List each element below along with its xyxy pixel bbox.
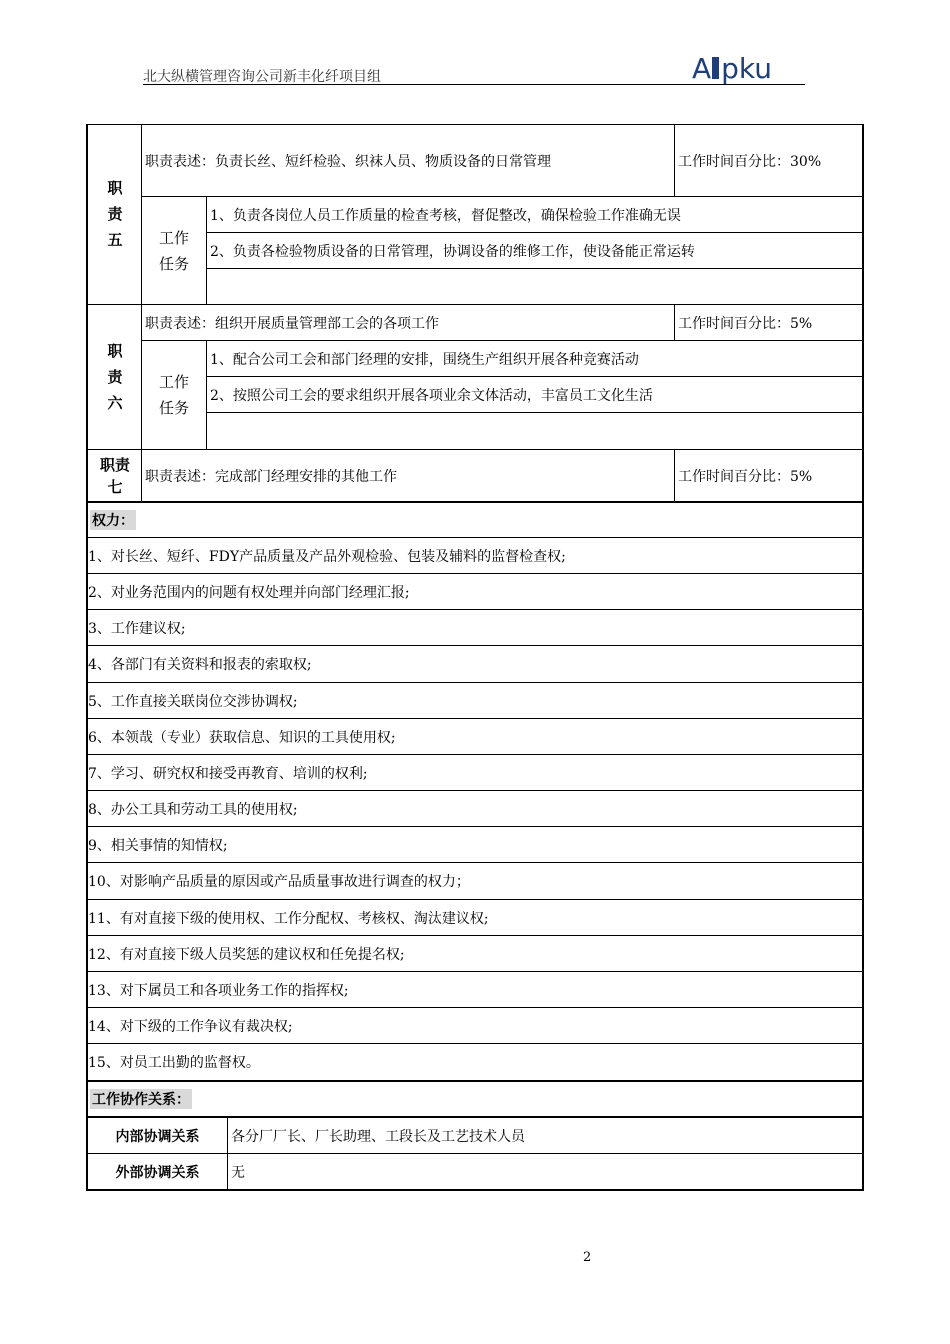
- internal-label: 内部协调关系: [115, 1128, 200, 1145]
- logo-text-left: A: [692, 52, 712, 85]
- rights-item: 12、有对直接下级人员奖惩的建议权和任免提名权;: [88, 946, 405, 963]
- internal-value: 各分厂厂长、厂长助理、工段长及工艺技术人员: [231, 1128, 525, 1145]
- duty5-label: 职责五: [107, 179, 123, 249]
- rights-item: 2、对业务范围内的问题有权处理并向部门经理汇报;: [88, 584, 410, 601]
- rights-item: 1、对长丝、短纤、FDY产品质量及产品外观检验、包装及辅料的监督检查权;: [88, 548, 566, 565]
- logo-text-right: pku: [721, 52, 773, 85]
- cooperation-heading: 工作协作关系：: [88, 1082, 862, 1116]
- duty7-time: 工作时间百分比：5%: [678, 468, 813, 485]
- rights-item: 5、工作直接关联岗位交涉协调权;: [88, 693, 298, 710]
- rights-item: 14、对下级的工作争议有裁决权;: [88, 1018, 293, 1035]
- rights-item: 3、工作建议权;: [88, 620, 186, 637]
- duty5-time: 工作时间百分比：30%: [678, 153, 822, 170]
- duty7-statement: 职责表述：完成部门经理安排的其他工作: [145, 468, 397, 485]
- duty5-task-1: 1、负责各岗位人员工作质量的检查考核，督促整改，确保检验工作准确无误: [210, 207, 681, 224]
- duty5-statement: 职责表述：负责长丝、短纤检验、织袜人员、物质设备的日常管理: [145, 153, 551, 170]
- rights-item: 9、相关事情的知情权;: [88, 837, 228, 854]
- duty6-task-2: 2、按照公司工会的要求组织开展各项业余文体活动，丰富员工文化生活: [210, 387, 653, 404]
- rights-item: 7、学习、研究权和接受再教育、培训的权利;: [88, 765, 368, 782]
- header-title: 北大纵横管理咨询公司新丰化纤项目组: [143, 69, 381, 85]
- duty5-task-2: 2、负责各检验物质设备的日常管理，协调设备的维修工作，使设备能正常运转: [210, 243, 695, 260]
- external-value: 无: [231, 1164, 245, 1181]
- rights-item: 4、各部门有关资料和报表的索取权;: [88, 657, 312, 673]
- logo-bar-icon: [712, 57, 719, 79]
- duty6-task-label: 工作任务: [158, 373, 189, 417]
- duty6-statement: 职责表述：组织开展质量管理部工会的各项工作: [145, 315, 439, 332]
- rights-item: 6、本领哉（专业）获取信息、知识的工具使用权;: [88, 729, 396, 746]
- header-rule: [143, 84, 805, 85]
- duty6-task-1: 1、配合公司工会和部门经理的安排，围绕生产组织开展各种竞赛活动: [210, 351, 639, 368]
- external-label: 外部协调关系: [115, 1164, 200, 1181]
- company-logo: [692, 52, 772, 85]
- rights-item: 15、对员工出勤的监督权。: [88, 1055, 260, 1071]
- page-number: 2: [583, 1250, 592, 1265]
- duty6-label: 职责六: [107, 342, 123, 412]
- duty7-label: 职责七: [99, 455, 130, 496]
- duty6-time: 工作时间百分比：5%: [678, 315, 813, 332]
- rights-item: 10、对影响产品质量的原因或产品质量事故进行调查的权力；: [88, 874, 470, 890]
- rights-item: 11、有对直接下级的使用权、工作分配权、考核权、淘汰建议权;: [88, 910, 489, 927]
- rights-item: 13、对下属员工和各项业务工作的指挥权;: [88, 982, 349, 999]
- rights-item: 8、办公工具和劳动工具的使用权;: [88, 801, 298, 818]
- duty5-task-label: 工作任务: [158, 228, 189, 273]
- rights-heading: 权力：: [88, 503, 862, 537]
